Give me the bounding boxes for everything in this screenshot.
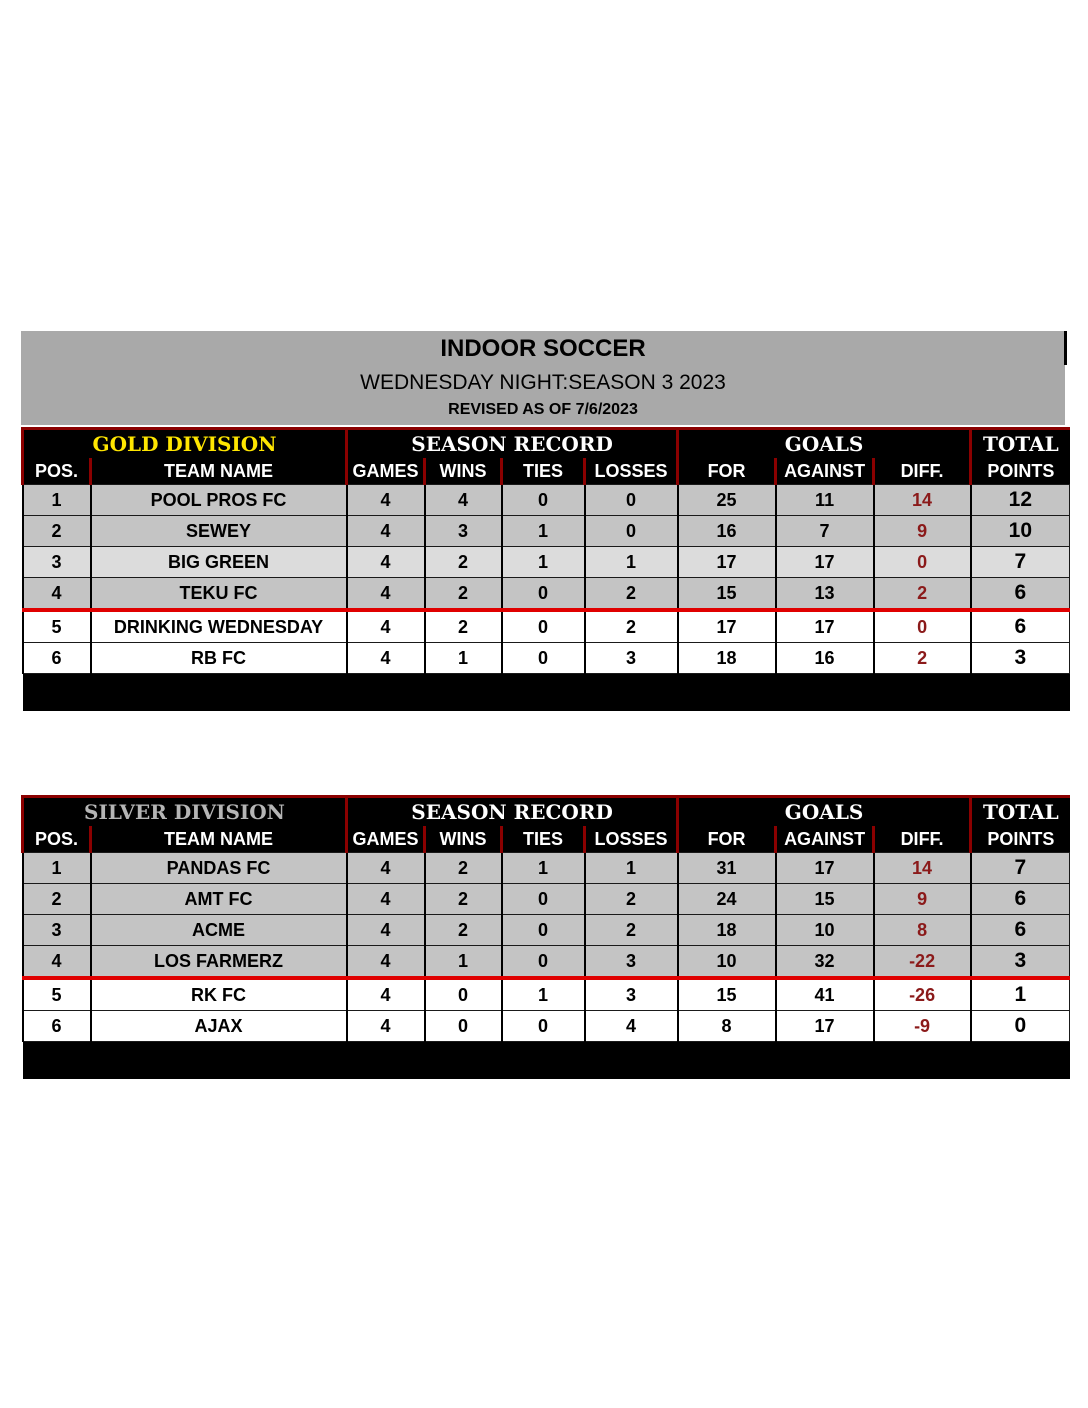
col-losses: LOSSES — [585, 826, 678, 853]
cell-losses: 2 — [585, 578, 678, 611]
cell-diff: 14 — [874, 485, 971, 516]
col-points: POINTS — [971, 826, 1070, 853]
cell-losses: 3 — [585, 643, 678, 674]
cell-pos: 2 — [23, 516, 91, 547]
cell-diff: 14 — [874, 853, 971, 884]
cell-ties: 1 — [502, 853, 585, 884]
cell-ties: 1 — [502, 547, 585, 578]
cell-team: AJAX — [91, 1011, 347, 1042]
table-row — [23, 610, 1070, 643]
cell-team: AMT FC — [91, 884, 347, 915]
cell-pos: 6 — [23, 643, 91, 674]
cell-diff: 9 — [874, 884, 971, 915]
cell-losses: 0 — [585, 485, 678, 516]
cell-diff: -22 — [874, 946, 971, 979]
page-title: INDOOR SOCCER — [440, 335, 646, 362]
cell-wins: 2 — [425, 610, 502, 643]
cell-pos: 5 — [23, 978, 91, 1011]
col-games: GAMES — [347, 826, 425, 853]
cell-team: RK FC — [91, 978, 347, 1011]
cell-diff: 2 — [874, 643, 971, 674]
cell-against: 11 — [776, 485, 874, 516]
gold-division-table — [21, 427, 1070, 711]
table-row — [23, 1011, 1070, 1042]
cell-losses: 3 — [585, 946, 678, 979]
cell-wins: 3 — [425, 516, 502, 547]
group-goals: GOALS — [678, 429, 971, 459]
group-total: TOTAL — [971, 429, 1070, 459]
cell-against: 17 — [776, 547, 874, 578]
cell-points: 6 — [971, 884, 1070, 915]
cell-games: 4 — [347, 884, 425, 915]
cell-games: 4 — [347, 946, 425, 979]
cell-against: 41 — [776, 978, 874, 1011]
table-footer-bar — [23, 674, 1070, 712]
cell-points: 0 — [971, 1011, 1070, 1042]
table-row — [23, 915, 1070, 946]
cell-games: 4 — [347, 578, 425, 611]
col-points: POINTS — [971, 458, 1070, 485]
cell-diff: -26 — [874, 978, 971, 1011]
cell-for: 18 — [678, 915, 776, 946]
col-against: AGAINST — [776, 826, 874, 853]
gold-group-header-row — [23, 429, 1070, 459]
division-name-gold: GOLD DIVISION — [23, 429, 347, 459]
cell-ties: 0 — [502, 884, 585, 915]
group-total: TOTAL — [971, 797, 1070, 827]
cell-ties: 0 — [502, 578, 585, 611]
col-pos: POS. — [23, 826, 91, 853]
cell-for: 18 — [678, 643, 776, 674]
table-row — [23, 853, 1070, 884]
table-footer-bar — [23, 1042, 1070, 1080]
table-row — [23, 516, 1070, 547]
cell-games: 4 — [347, 610, 425, 643]
cell-team: DRINKING WEDNESDAY — [91, 610, 347, 643]
cell-losses: 1 — [585, 547, 678, 578]
cell-for: 10 — [678, 946, 776, 979]
cell-losses: 2 — [585, 915, 678, 946]
cell-team: RB FC — [91, 643, 347, 674]
cell-against: 17 — [776, 853, 874, 884]
cell-ties: 0 — [502, 643, 585, 674]
cell-pos: 1 — [23, 853, 91, 884]
col-ties: TIES — [502, 826, 585, 853]
cell-wins: 0 — [425, 1011, 502, 1042]
col-losses: LOSSES — [585, 458, 678, 485]
title-block — [21, 331, 1065, 425]
cell-ties: 0 — [502, 946, 585, 979]
division-name-silver: SILVER DIVISION — [23, 797, 347, 827]
cell-games: 4 — [347, 915, 425, 946]
col-team: TEAM NAME — [91, 458, 347, 485]
cell-wins: 4 — [425, 485, 502, 516]
cell-wins: 2 — [425, 578, 502, 611]
page-subtitle: WEDNESDAY NIGHT:SEASON 3 2023 — [360, 371, 726, 394]
cell-games: 4 — [347, 978, 425, 1011]
cell-wins: 2 — [425, 884, 502, 915]
cell-for: 25 — [678, 485, 776, 516]
cell-pos: 3 — [23, 915, 91, 946]
cell-against: 7 — [776, 516, 874, 547]
col-pos: POS. — [23, 458, 91, 485]
cell-diff: 9 — [874, 516, 971, 547]
table-row — [23, 485, 1070, 516]
cell-against: 16 — [776, 643, 874, 674]
cell-losses: 0 — [585, 516, 678, 547]
cell-pos: 1 — [23, 485, 91, 516]
cell-ties: 0 — [502, 915, 585, 946]
silver-column-header-row — [23, 826, 1070, 853]
cell-for: 8 — [678, 1011, 776, 1042]
cell-games: 4 — [347, 853, 425, 884]
cell-losses: 2 — [585, 610, 678, 643]
cell-ties: 0 — [502, 485, 585, 516]
cell-wins: 2 — [425, 853, 502, 884]
table-row — [23, 643, 1070, 674]
silver-division-table — [21, 795, 1070, 1079]
cell-points: 6 — [971, 915, 1070, 946]
cell-games: 4 — [347, 643, 425, 674]
cell-wins: 2 — [425, 915, 502, 946]
col-team: TEAM NAME — [91, 826, 347, 853]
cell-for: 15 — [678, 578, 776, 611]
cell-against: 15 — [776, 884, 874, 915]
cell-for: 16 — [678, 516, 776, 547]
col-diff: DIFF. — [874, 458, 971, 485]
cell-points: 7 — [971, 547, 1070, 578]
cell-diff: -9 — [874, 1011, 971, 1042]
cell-team: TEKU FC — [91, 578, 347, 611]
cell-points: 10 — [971, 516, 1070, 547]
cell-against: 32 — [776, 946, 874, 979]
cell-against: 17 — [776, 610, 874, 643]
cell-wins: 1 — [425, 643, 502, 674]
table-row — [23, 978, 1070, 1011]
cell-pos: 6 — [23, 1011, 91, 1042]
cell-points: 7 — [971, 853, 1070, 884]
cell-pos: 4 — [23, 946, 91, 979]
cell-points: 3 — [971, 946, 1070, 979]
table-row — [23, 578, 1070, 611]
cell-games: 4 — [347, 516, 425, 547]
cell-losses: 4 — [585, 1011, 678, 1042]
cell-points: 6 — [971, 578, 1070, 611]
cell-losses: 3 — [585, 978, 678, 1011]
cell-for: 31 — [678, 853, 776, 884]
cell-points: 3 — [971, 643, 1070, 674]
gold-column-header-row — [23, 458, 1070, 485]
group-goals: GOALS — [678, 797, 971, 827]
col-diff: DIFF. — [874, 826, 971, 853]
cell-pos: 5 — [23, 610, 91, 643]
col-against: AGAINST — [776, 458, 874, 485]
cell-team: LOS FARMERZ — [91, 946, 347, 979]
cell-against: 13 — [776, 578, 874, 611]
cell-diff: 8 — [874, 915, 971, 946]
cell-ties: 1 — [502, 516, 585, 547]
col-for: FOR — [678, 458, 776, 485]
cell-games: 4 — [347, 485, 425, 516]
cell-for: 15 — [678, 978, 776, 1011]
table-row — [23, 884, 1070, 915]
table-row — [23, 946, 1070, 979]
cell-team: BIG GREEN — [91, 547, 347, 578]
cell-team: PANDAS FC — [91, 853, 347, 884]
cell-diff: 0 — [874, 547, 971, 578]
cell-ties: 0 — [502, 610, 585, 643]
cell-against: 10 — [776, 915, 874, 946]
cell-team: POOL PROS FC — [91, 485, 347, 516]
col-wins: WINS — [425, 458, 502, 485]
cell-ties: 0 — [502, 1011, 585, 1042]
cell-games: 4 — [347, 547, 425, 578]
cell-games: 4 — [347, 1011, 425, 1042]
group-season-record: SEASON RECORD — [347, 429, 678, 459]
col-wins: WINS — [425, 826, 502, 853]
cell-team: SEWEY — [91, 516, 347, 547]
cell-points: 12 — [971, 485, 1070, 516]
cell-losses: 2 — [585, 884, 678, 915]
silver-group-header-row — [23, 797, 1070, 827]
group-season-record: SEASON RECORD — [347, 797, 678, 827]
cell-for: 17 — [678, 547, 776, 578]
cell-wins: 1 — [425, 946, 502, 979]
revised-date: REVISED AS OF 7/6/2023 — [448, 401, 638, 418]
col-ties: TIES — [502, 458, 585, 485]
cell-for: 17 — [678, 610, 776, 643]
cell-diff: 2 — [874, 578, 971, 611]
cell-diff: 0 — [874, 610, 971, 643]
cell-pos: 4 — [23, 578, 91, 611]
cell-wins: 0 — [425, 978, 502, 1011]
cell-ties: 1 — [502, 978, 585, 1011]
footer-bar-cell — [23, 674, 1070, 712]
cell-team: ACME — [91, 915, 347, 946]
cell-points: 6 — [971, 610, 1070, 643]
col-for: FOR — [678, 826, 776, 853]
cell-pos: 3 — [23, 547, 91, 578]
cell-pos: 2 — [23, 884, 91, 915]
table-row — [23, 547, 1070, 578]
cell-wins: 2 — [425, 547, 502, 578]
cell-against: 17 — [776, 1011, 874, 1042]
cell-points: 1 — [971, 978, 1070, 1011]
cell-losses: 1 — [585, 853, 678, 884]
cell-for: 24 — [678, 884, 776, 915]
col-games: GAMES — [347, 458, 425, 485]
footer-bar-cell — [23, 1042, 1070, 1080]
